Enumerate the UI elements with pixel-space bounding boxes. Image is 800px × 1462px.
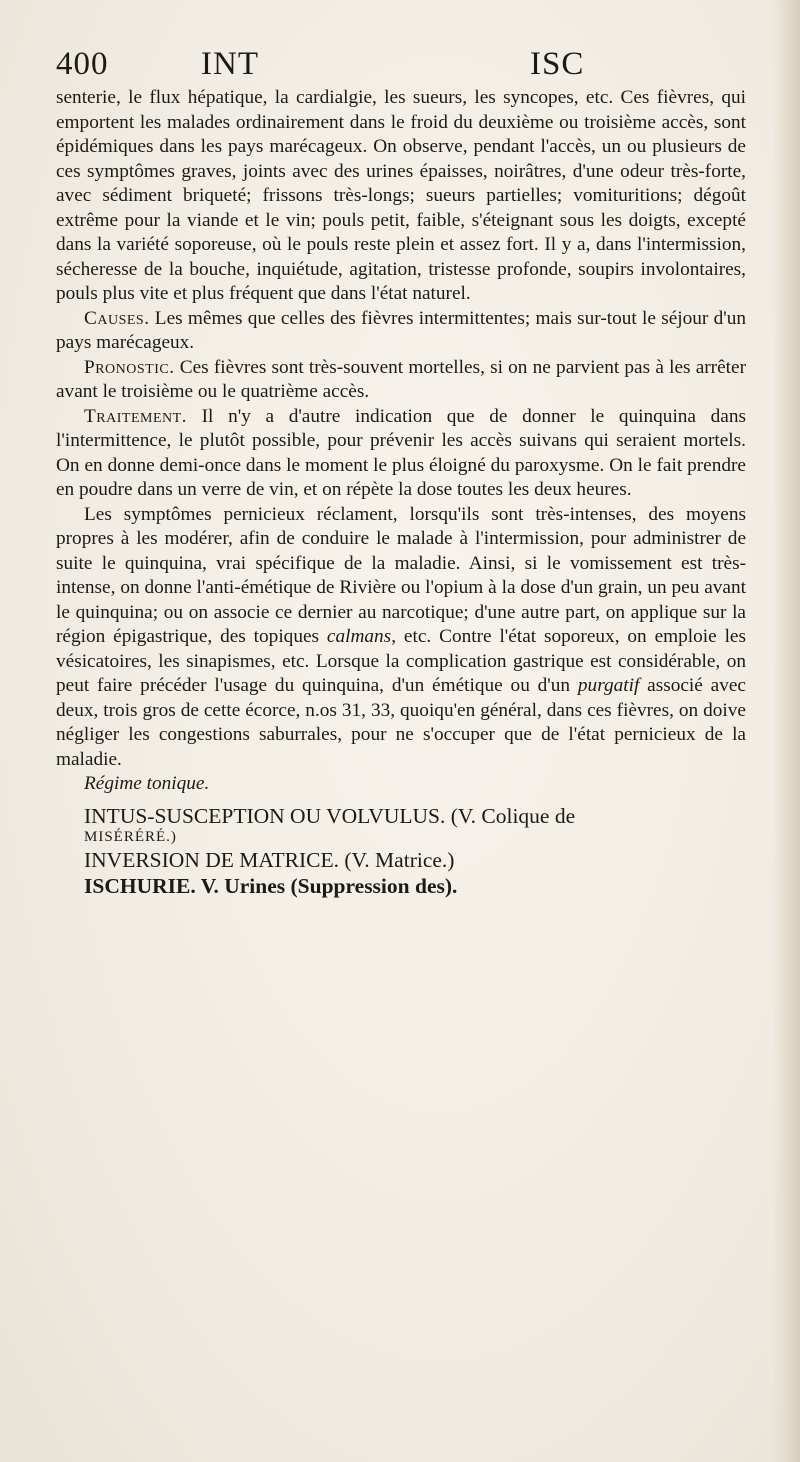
treatment-label: Traitement.: [84, 405, 187, 427]
paragraph-text: , etc. Contre l'état soporeux, on emploie les vésicatoires, les sinapismes, etc. Lorsque la complication gastrique est considérable, on peut faire précéder l'usage du quinquina, d'un émétique ou d'un: [56, 626, 746, 696]
regime-line: Régime tonique.: [84, 773, 210, 794]
dictionary-entry-intus-susception: [56, 803, 746, 847]
italic-term: purgatif: [577, 675, 640, 696]
page-body: [56, 86, 746, 899]
page-edge-shadow: [772, 0, 800, 1462]
causes-label: Causes.: [84, 307, 150, 329]
prognostic-label: Pronostic.: [84, 356, 175, 378]
entry-title: INTUS-SUSCEPTION OU VOLVULUS.: [84, 803, 446, 828]
paragraph-pernicious-symptoms: [56, 503, 746, 773]
page-number: 400: [56, 46, 109, 82]
paragraph-treatment: [56, 405, 746, 503]
running-header: [56, 44, 746, 84]
dictionary-entry-ischurie: [56, 873, 746, 899]
paragraph-text: associé avec deux, trois gros de cette écorce, n.os 31, 33, quoiqu'en général, dans ces fièvres, on doive négliger les congestions saburrales, pour ne s'occuper que de l'état pernicieux de la maladie.: [56, 675, 746, 770]
paragraph-text: Les symptômes pernicieux réclament, lorsqu'ils sont très-intenses, des moyens propres à les modérer, afin de conduire le malade à l'intermission, pour administrer de suite le quinquina, vrai spécifique de la maladie. Ainsi, si le vomissement est très-intense, on donne l'anti-émétique de Rivière ou l'opium à la dose d'un grain, un peu avant le quinquina; ou on associe ce dernier au narcotique; d'une autre part, on applique sur la région épigastrique, des topiques: [56, 503, 746, 647]
paragraph-symptoms: senterie, le flux hépatique, la cardialgie, les sueurs, les syncopes, etc. Ces fièvres, qui emportent les malades ordinairement dans le froid du deuxième ou troisième accès, sont épidémiques dans les pays marécageux. On observe, pendant l'accès, un ou plusieurs de ces symptômes graves, joints avec des urines épaisses, noirâtres, d'une odeur très-forte, avec sédiment briqueté; frissons très-longs; sueurs partielles; vomituritions; dégoût extrême pour la viande et le vin; pouls petit, faible, s'éteignant sous les doigts, excepté dans la variété soporeuse, où le pouls reste plein et assez fort. Il y a, dans l'intermission, sécheresse de la bouche, inquiétude, agitation, tristesse profonde, soupirs involontaires, pouls plus vite et plus fréquent que dans l'état naturel.: [56, 87, 746, 304]
italic-term: calmans: [326, 626, 392, 647]
cross-reference: (V. Colique de: [450, 803, 576, 828]
treatment-text: Il n'y a d'autre indication que de donner le quinquina dans l'intermittence, le plutôt possible, pour prévenir les accès suivans qui seraient mortels. On en donne demi-once dans le moment le plus éloigné du paroxysme. On le fait prendre en poudre dans un verre de vin, et on répète la dose toutes les deux heures.: [56, 405, 746, 500]
cross-reference: V. Urines (Suppression des).: [200, 873, 458, 898]
header-left-word: INT: [201, 46, 259, 82]
entry-title: ISCHURIE.: [84, 873, 196, 898]
dictionary-entry-inversion: [56, 847, 746, 873]
cross-reference-continuation: MISÉRÉRÉ.): [84, 828, 177, 845]
cross-reference: (V. Matrice.): [344, 847, 455, 872]
header-right-word: ISC: [530, 46, 585, 82]
causes-text: Les mêmes que celles des fièvres intermittentes; mais sur-tout le séjour d'un pays marécageux.: [56, 307, 746, 353]
entry-title: INVERSION DE MATRICE.: [84, 847, 340, 872]
prognostic-text: Ces fièvres sont très-souvent mortelles, si on ne parvient pas à les arrêter avant le troisième ou le quatrième accès.: [56, 356, 746, 402]
paragraph-prognostic: [56, 356, 746, 405]
paragraph-causes: [56, 307, 746, 356]
